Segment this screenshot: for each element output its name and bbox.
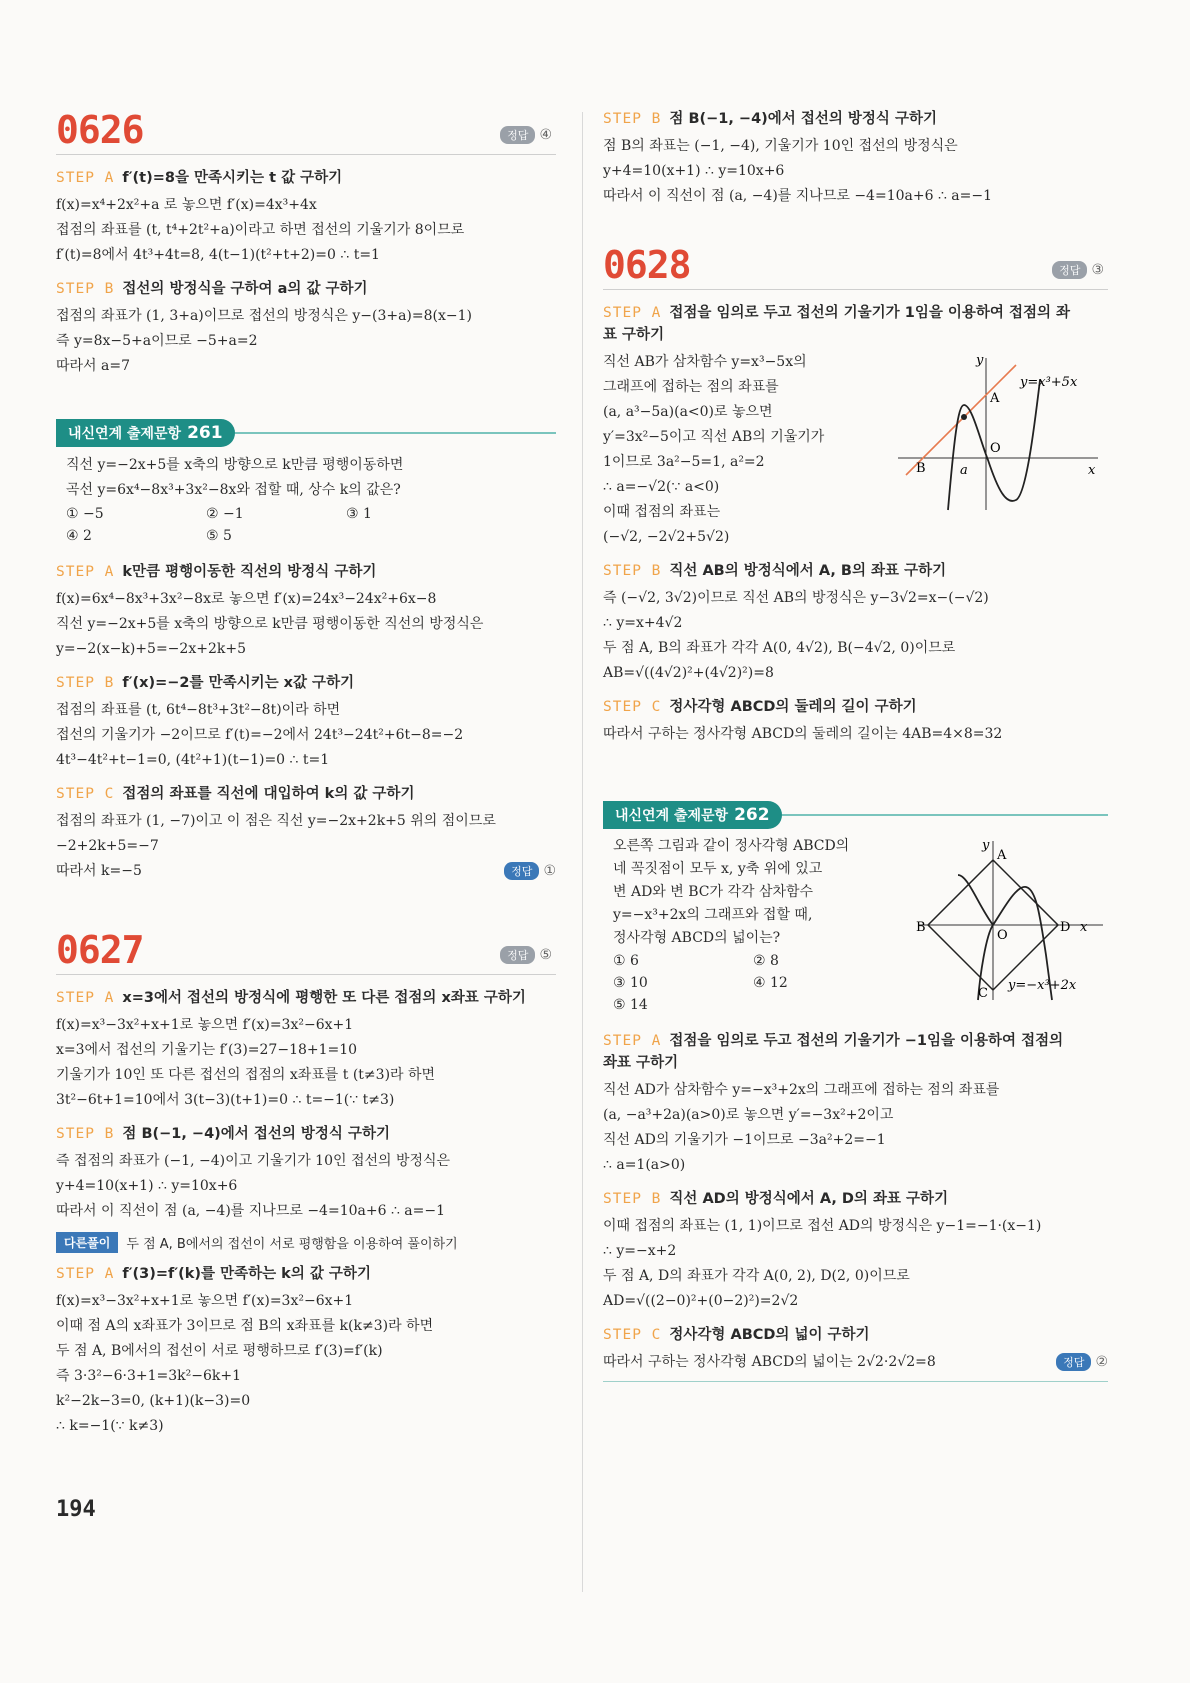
option: ① 6 bbox=[613, 953, 639, 969]
solution-line: ∴ a=1(a>0) bbox=[603, 1157, 686, 1173]
solution-line: 즉 3·3²−6·3+1=3k²−6k+1 bbox=[56, 1368, 241, 1384]
problem-0627-header bbox=[56, 930, 556, 975]
solution-line: 4t³−4t²+t−1=0, (4t²+1)(t−1)=0 ∴ t=1 bbox=[56, 752, 330, 768]
step-title: STEP A f′(3)=f′(k)를 만족하는 k의 값 구하기 bbox=[56, 1266, 371, 1282]
solution-line: 3t²−6t+1=10에서 3(t−3)(t+1)=0 ∴ t=−1(∵ t≠3) bbox=[56, 1092, 395, 1108]
solution-line: AD=√((2−0)²+(0−2)²)=2√2 bbox=[603, 1293, 799, 1309]
step-title: STEP B 점 B(−1, −4)에서 접선의 방정식 구하기 bbox=[603, 111, 938, 127]
step-title: STEP A 접점을 임의로 두고 접선의 기울기가 1임을 이용하여 접점의 좌표 구하기 bbox=[603, 305, 1071, 343]
option: ⑤ 14 bbox=[613, 997, 648, 1013]
solution-line: 접점의 좌표를 (t, 6t⁴−8t³+3t²−8t)이라 하면 bbox=[56, 702, 341, 718]
solution-line: AB=√((4√2)²+(4√2)²)=8 bbox=[603, 665, 774, 681]
solution-line: 1이므로 3a²−5=1, a²=2 bbox=[603, 454, 765, 470]
option: ② 8 bbox=[753, 953, 779, 969]
page-number: 194 bbox=[56, 1497, 96, 1522]
cubic-curve-left bbox=[958, 875, 993, 925]
graph-label: C bbox=[978, 986, 988, 1001]
solution-line: 직선 AD가 삼차함수 y=−x³+2x의 그래프에 접하는 점의 좌표를 bbox=[603, 1082, 1000, 1098]
step-title: STEP A x=3에서 접선의 방정식에 평행한 또 다른 접점의 x좌표 구하기 bbox=[56, 990, 526, 1006]
step-title: STEP C 접점의 좌표를 직선에 대입하여 k의 값 구하기 bbox=[56, 786, 415, 802]
square-cubic-graph bbox=[908, 835, 1108, 1005]
solution-line: f′(t)=8에서 4t³+4t=8, 4(t−1)(t²+t+2)=0 ∴ t=1 bbox=[56, 247, 380, 263]
cubic-tangent-graph bbox=[888, 350, 1108, 520]
graph-label: x bbox=[1080, 920, 1088, 935]
graph-label: O bbox=[990, 441, 1001, 456]
solution-line: (a, −a³+2a)(a>0)로 놓으면 y′=−3x²+2이고 bbox=[603, 1107, 894, 1123]
step-title: STEP C 정사각형 ABCD의 넓이 구하기 bbox=[603, 1327, 870, 1343]
solution-line: 접점의 좌표를 (t, t⁴+2t²+a)이라고 하면 접선의 기울기가 8이므로 bbox=[56, 222, 465, 238]
solution-line: 그래프에 접하는 점의 좌표를 bbox=[603, 379, 779, 395]
box-tag: 내신연계 출제문항 262 bbox=[603, 801, 782, 829]
solution-line: f(x)=6x⁴−8x³+3x²−8x로 놓으면 f′(x)=24x³−24x²+6x−8 bbox=[56, 591, 437, 607]
curve-label: y=−x³+2x bbox=[1008, 978, 1077, 993]
solution-line: 직선 y=−2x+5를 x축의 방향으로 k만큼 평행이동한 직선의 방정식은 bbox=[56, 616, 484, 632]
solution-line: f(x)=x³−3x²+x+1로 놓으면 f′(x)=3x²−6x+1 bbox=[56, 1293, 354, 1309]
solution-line: 두 점 A, D의 좌표가 각각 A(0, 2), D(2, 0)이므로 bbox=[603, 1268, 910, 1284]
graph-label: y bbox=[982, 838, 990, 853]
step-title: STEP A 접점을 임의로 두고 접선의 기울기가 −1임을 이용하여 접점의 좌표 구하기 bbox=[603, 1033, 1064, 1071]
related-problem-261 bbox=[56, 419, 556, 551]
step-title: STEP B 접선의 방정식을 구하여 a의 값 구하기 bbox=[56, 281, 368, 297]
step-title: STEP A f′(t)=8을 만족시키는 t 값 구하기 bbox=[56, 170, 343, 186]
solution-line: f(x)=x⁴+2x²+a 로 놓으면 f′(x)=4x³+4x bbox=[56, 197, 317, 213]
solution-line: y+4=10(x+1) ∴ y=10x+6 bbox=[603, 163, 785, 179]
step-title: STEP B 점 B(−1, −4)에서 접선의 방정식 구하기 bbox=[56, 1126, 391, 1142]
solution-line: 두 점 A, B에서의 접선이 서로 평행하므로 f′(3)=f′(k) bbox=[56, 1343, 383, 1359]
options bbox=[66, 503, 556, 547]
step-title: STEP B 직선 AB의 방정식에서 A, B의 좌표 구하기 bbox=[603, 563, 947, 579]
solution-line: 따라서 k=−5 bbox=[56, 863, 142, 879]
option: ⑤ 5 bbox=[206, 528, 232, 544]
graph-label: a bbox=[960, 463, 968, 478]
option: ④ 12 bbox=[753, 975, 788, 991]
solution-line: k²−2k−3=0, (k+1)(k−3)=0 bbox=[56, 1393, 251, 1409]
problem-number: 0627 bbox=[56, 928, 144, 972]
option: ① −5 bbox=[66, 506, 104, 522]
problem-number: 0626 bbox=[56, 108, 144, 152]
problem-number: 0628 bbox=[603, 243, 691, 287]
solution-line: 즉 (−√2, 3√2)이므로 직선 AB의 방정식은 y−3√2=x−(−√2) bbox=[603, 590, 989, 606]
solution-line: ∴ k=−1(∵ k≠3) bbox=[56, 1418, 164, 1434]
solution-line: (−√2, −2√2+5√2) bbox=[603, 529, 730, 545]
solution-line: 이때 접점의 좌표는 (1, 1)이므로 접선 AD의 방정식은 y−1=−1·(x−1) bbox=[603, 1218, 1042, 1234]
graph-label: A bbox=[997, 848, 1007, 863]
graph-label: x bbox=[1088, 463, 1096, 478]
graph-label: y bbox=[976, 353, 984, 368]
solution-line: 접선의 기울기가 −2이므로 f′(t)=−2에서 24t³−24t²+6t−8=−2 bbox=[56, 727, 464, 743]
question-line: 곡선 y=6x⁴−8x³+3x²−8x와 접할 때, 상수 k의 값은? bbox=[66, 482, 401, 498]
right-column bbox=[603, 108, 1108, 1382]
graph-label: D bbox=[1060, 920, 1071, 935]
question-line: 네 꼭짓점이 모두 x, y축 위에 있고 bbox=[613, 861, 823, 877]
graph-label: B bbox=[916, 920, 926, 935]
problem-0626-header bbox=[56, 110, 556, 155]
step-title: STEP A k만큼 평행이동한 직선의 방정식 구하기 bbox=[56, 564, 377, 580]
solution-line: 따라서 구하는 정사각형 ABCD의 둘레의 길이는 4AB=4×8=32 bbox=[603, 726, 1003, 742]
step-title: STEP B f′(x)=−2를 만족시키는 x값 구하기 bbox=[56, 675, 355, 691]
solution-line: 접점의 좌표가 (1, −7)이고 이 점은 직선 y=−2x+2k+5 위의 점이므로 bbox=[56, 813, 496, 829]
question-line: 직선 y=−2x+5를 x축의 방향으로 k만큼 평행이동하면 bbox=[66, 457, 404, 473]
solution-line: f(x)=x³−3x²+x+1로 놓으면 f′(x)=3x²−6x+1 bbox=[56, 1017, 354, 1033]
step-title: STEP B 직선 AD의 방정식에서 A, D의 좌표 구하기 bbox=[603, 1191, 949, 1207]
end-rule bbox=[603, 1381, 1108, 1382]
solution-line: x=3에서 접선의 기울기는 f′(3)=27−18+1=10 bbox=[56, 1042, 358, 1058]
step-title: STEP C 정사각형 ABCD의 둘레의 길이 구하기 bbox=[603, 699, 917, 715]
solution-line: 직선 AD의 기울기가 −1이므로 −3a²+2=−1 bbox=[603, 1132, 886, 1148]
graph-label: O bbox=[997, 928, 1008, 943]
answer-badge: 정답 ① bbox=[56, 862, 556, 880]
alternate-text: 두 점 A, B에서의 접선이 서로 평행함을 이용하여 풀이하기 bbox=[126, 1237, 458, 1252]
solution-line: 따라서 이 직선이 점 (a, −4)를 지나므로 −4=10a+6 ∴ a=−1 bbox=[56, 1203, 446, 1219]
box-tag: 내신연계 출제문항 261 bbox=[56, 419, 235, 447]
options bbox=[613, 950, 908, 1016]
solution-line: −2+2k+5=−7 bbox=[56, 838, 159, 854]
solution-line: ∴ a=−√2(∵ a<0) bbox=[603, 479, 720, 495]
option: ④ 2 bbox=[66, 528, 92, 544]
answer-badge: 정답 ⑤ bbox=[500, 946, 552, 964]
question-line: 변 AD와 변 BC가 각각 삼차함수 bbox=[613, 884, 814, 900]
solution-line: 접점의 좌표가 (1, 3+a)이므로 접선의 방정식은 y−(3+a)=8(x−1) bbox=[56, 308, 472, 324]
answer-value: ④ bbox=[539, 127, 552, 143]
graph-label: A bbox=[990, 391, 1000, 406]
solution-line: 따라서 a=7 bbox=[56, 358, 131, 374]
solution-line: 점 B의 좌표는 (−1, −4), 기울기가 10인 접선의 방정식은 bbox=[603, 138, 958, 154]
question-line: 정사각형 ABCD의 넓이는? bbox=[613, 930, 781, 946]
solution-line: 이때 접점의 좌표는 bbox=[603, 504, 721, 520]
question-line: 오른쪽 그림과 같이 정사각형 ABCD의 bbox=[613, 838, 850, 854]
solution-line: 두 점 A, B의 좌표가 각각 A(0, 4√2), B(−4√2, 0)이므로 bbox=[603, 640, 956, 656]
solution-line: 직선 AB가 삼차함수 y=x³−5x의 bbox=[603, 354, 807, 370]
answer-badge bbox=[500, 126, 552, 144]
solution-line: 따라서 이 직선이 점 (a, −4)를 지나므로 −4=10a+6 ∴ a=−1 bbox=[603, 188, 993, 204]
graph-label: B bbox=[916, 461, 926, 476]
solution-line: 즉 접점의 좌표가 (−1, −4)이고 기울기가 10인 접선의 방정식은 bbox=[56, 1153, 451, 1169]
solution-line: ∴ y=−x+2 bbox=[603, 1243, 677, 1259]
solution-line: 따라서 구하는 정사각형 ABCD의 넓이는 2√2·2√2=8 bbox=[603, 1354, 936, 1370]
column-divider bbox=[582, 112, 583, 1592]
solution-line: y′=3x²−5이고 직선 AB의 기울기가 bbox=[603, 429, 825, 445]
answer-badge: 정답 ③ bbox=[1052, 261, 1104, 279]
answer-badge: 정답 ② bbox=[603, 1353, 1108, 1371]
question-line: y=−x³+2x의 그래프와 접할 때, bbox=[613, 907, 813, 923]
solution-line: 이때 점 A의 x좌표가 3이므로 점 B의 x좌표를 k(k≠3)라 하면 bbox=[56, 1318, 434, 1334]
solution-line: ∴ y=x+4√2 bbox=[603, 615, 683, 631]
curve-label: y=x³+5x bbox=[1020, 375, 1078, 390]
option: ③ 1 bbox=[346, 506, 372, 522]
tangent-point bbox=[961, 414, 967, 420]
option: ② −1 bbox=[206, 506, 244, 522]
alternate-tag: 다른풀이 bbox=[56, 1232, 118, 1253]
solution-line: y+4=10(x+1) ∴ y=10x+6 bbox=[56, 1178, 238, 1194]
solution-line: 즉 y=8x−5+a이므로 −5+a=2 bbox=[56, 333, 258, 349]
related-problem-262 bbox=[603, 801, 1108, 1020]
answer-tag: 정답 bbox=[500, 126, 535, 144]
alternate-solution bbox=[56, 1232, 556, 1253]
option: ③ 10 bbox=[613, 975, 648, 991]
solution-line: (a, a³−5a)(a<0)로 놓으면 bbox=[603, 404, 773, 420]
solution-line: 기울기가 10인 또 다른 접선의 접점의 x좌표를 t (t≠3)라 하면 bbox=[56, 1067, 436, 1083]
solution-line: y=−2(x−k)+5=−2x+2k+5 bbox=[56, 641, 246, 657]
left-column bbox=[56, 110, 556, 1439]
problem-0628-header bbox=[603, 245, 1108, 290]
